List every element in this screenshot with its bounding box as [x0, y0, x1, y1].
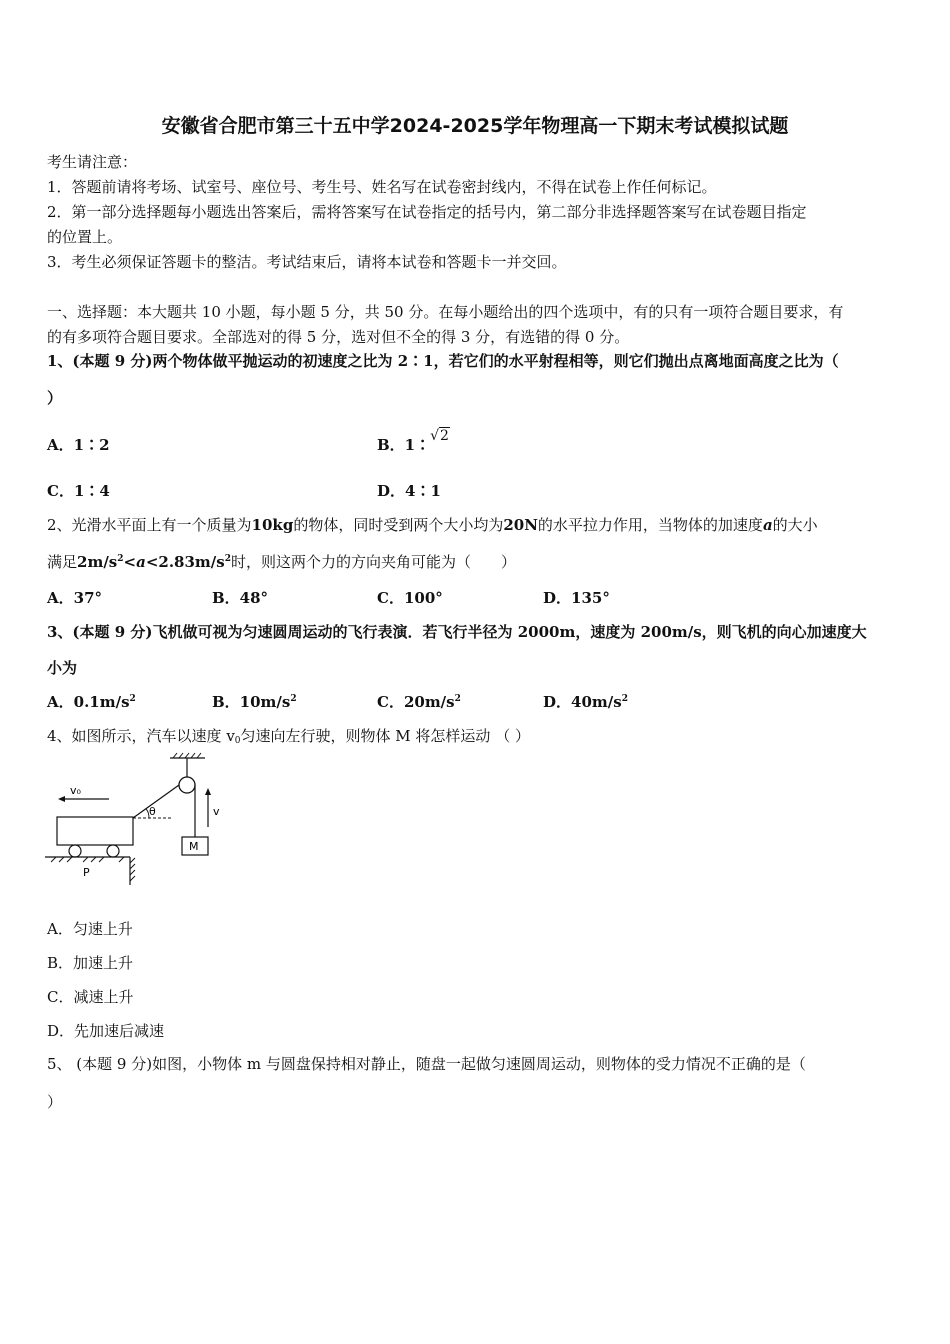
q2-lower-bound: 2m/s [77, 553, 118, 571]
q3-unit-power: 2 [621, 694, 628, 704]
q1-stem-cont: ） [47, 389, 63, 407]
q5-stem: 5、 (本题 9 分)如图，小物体 m 与圆盘保持相对静止，随盘一起做匀速圆周运动，则物体的受力情况不正确的是（ [47, 1055, 806, 1073]
q2-text: 的大小 [772, 516, 818, 534]
q3-stem-cont: 小为 [47, 659, 78, 677]
wall-hatch [130, 858, 135, 881]
q4-text: 4、如图所示，汽车以速度 v [47, 727, 235, 745]
q2-stem [47, 514, 818, 536]
q5-stem-cont: ） [47, 1093, 63, 1111]
car-pulley-diagram [45, 752, 220, 887]
q1-option-b-prefix: B．1∶ [377, 436, 431, 454]
q3-option-d-text: D．40m/s [543, 693, 622, 711]
ground-hatch [51, 857, 124, 862]
q1-option-a: A．1∶2 [47, 436, 110, 454]
sqrt-symbol: √2 [430, 428, 449, 444]
q2-stem-cont [47, 551, 516, 573]
page-title: 安徽省合肥市第三十五中学2024-2025学年物理高一下期末考试模拟试题 [161, 115, 789, 137]
q3-option-a-text: A．0.1m/s [47, 693, 130, 711]
q3-option-b-text: B．10m/s [212, 693, 291, 711]
block-m-label: M [189, 840, 199, 853]
q3-option-b [212, 691, 297, 713]
notice-item-2: 2．第一部分选择题每小题选出答案后，需将答案写在试卷指定的括号内，第二部分非选择题答案写在试卷题目指定 [47, 203, 807, 221]
q3-option-c-text: C．20m/s [377, 693, 455, 711]
section-intro-line1: 一、选择题：本大题共 10 小题，每小题 5 分，共 50 分。在每小题给出的四个选项中，有的只有一项符合题目要求，有 [47, 303, 844, 321]
q1-option-b [377, 428, 450, 457]
q3-stem: 3、(本题 9 分)飞机做可视为匀速圆周运动的飞行表演．若飞行半径为 2000m，速度为 200m/s，则飞机的向心加速度大 [47, 623, 867, 641]
car-wheel-left [69, 845, 81, 857]
q3-option-d [543, 691, 628, 713]
theta-label: θ [149, 805, 156, 818]
notice-item-3: 3．考生必须保证答题卡的整洁。考试结束后，请将本试卷和答题卡一并交回。 [47, 253, 567, 271]
q2-less-than: < [123, 553, 137, 571]
q2-option-d: D．135° [543, 589, 610, 607]
q2-acceleration-symbol: a [762, 516, 773, 534]
v0-label: v₀ [70, 784, 81, 797]
q3-option-a [47, 691, 136, 713]
q2-acceleration-symbol: a [136, 553, 146, 571]
car-wheel-right [107, 845, 119, 857]
q2-option-c: C．100° [377, 589, 443, 607]
q2-text: 的水平拉力作用，当物体的加速度 [537, 516, 763, 534]
notice-item-2-cont: 的位置上。 [47, 228, 123, 246]
q3-unit-power: 2 [454, 694, 461, 704]
q2-option-b: B．48° [212, 589, 269, 607]
q2-mass: 10kg [251, 516, 294, 534]
v0-arrowhead [58, 796, 65, 802]
q2-upper-bound: <2.83m/s [145, 553, 225, 571]
q2-text: 2、光滑水平面上有一个质量为 [47, 516, 252, 534]
q1-stem: 1、(本题 9 分)两个物体做平抛运动的初速度之比为 2∶1，若它们的水平射程相等，则它们抛出点离地面高度之比为（ [47, 352, 839, 370]
q4-option-b: B．加速上升 [47, 954, 134, 972]
q2-text: 的物体，同时受到两个大小均为 [293, 516, 504, 534]
q1-option-c: C．1∶4 [47, 482, 110, 500]
v-label: v [213, 805, 220, 818]
q1-option-b-radicand: 2 [440, 428, 449, 444]
p-label: P [83, 866, 90, 879]
pulley [179, 777, 195, 793]
q4-stem [47, 725, 530, 747]
q4-text: 匀速向左行驶，则物体 M 将怎样运动 （ ） [240, 727, 530, 745]
car-body [57, 817, 133, 845]
q3-option-c [377, 691, 461, 713]
section-intro-line2: 的有多项符合题目要求。全部选对的得 5 分，选对但不全的得 3 分，有选错的得 0 分。 [47, 328, 630, 346]
q2-option-a: A．37° [47, 589, 103, 607]
q4-option-d: D．先加速后减速 [47, 1022, 165, 1040]
notice-item-1: 1．答题前请将考场、试室号、座位号、考生号、姓名写在试卷密封线内，不得在试卷上作任何标记。 [47, 178, 717, 196]
q2-unit-power: 2 [224, 554, 231, 564]
q2-force: 20N [503, 516, 538, 534]
notice-heading: 考生请注意： [47, 153, 138, 171]
q4-option-c: C．减速上升 [47, 988, 134, 1006]
rope-slant [133, 785, 179, 818]
q2-text: 满足 [47, 553, 78, 571]
q1-option-d: D．4∶1 [377, 482, 441, 500]
q3-unit-power: 2 [290, 694, 297, 704]
q2-text: 时，则这两个力的方向夹角可能为（ ） [231, 553, 517, 571]
q2-unit-power: 2 [117, 554, 124, 564]
ceiling-hatch [173, 753, 201, 758]
q4-option-a: A．匀速上升 [47, 920, 133, 938]
q4-subscript: 0 [234, 736, 241, 746]
velocity-arrowhead [205, 788, 211, 795]
q3-unit-power: 2 [129, 694, 136, 704]
